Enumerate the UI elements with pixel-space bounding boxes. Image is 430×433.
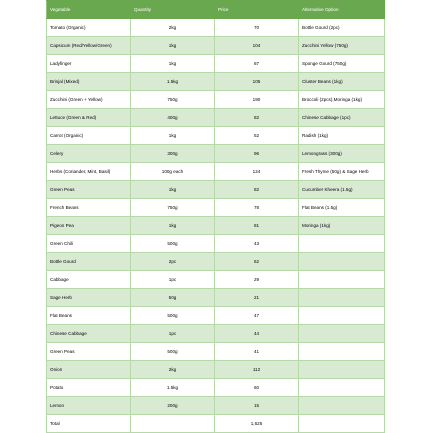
cell-vegetable[interactable]: Green Peas (47, 343, 131, 361)
cell-price[interactable]: 105 (215, 73, 299, 91)
cell-price[interactable]: 96 (215, 145, 299, 163)
header-quantity: Quantity (131, 1, 215, 19)
cell-vegetable[interactable]: Onion (47, 361, 131, 379)
cell-alternative[interactable]: Chinese Cabbage (1pc) (299, 109, 385, 127)
table-row (47, 91, 385, 109)
cell-alternative[interactable] (299, 343, 385, 361)
cell-alternative[interactable]: Zucchini Yellow (750g) (299, 37, 385, 55)
cell-vegetable[interactable]: Bottle Gourd (47, 253, 131, 271)
cell-quantity[interactable]: 300g (131, 145, 215, 163)
cell-alternative[interactable]: Fresh Thyme (50g) & Sage Herb (299, 163, 385, 181)
cell-vegetable[interactable]: Lemon (47, 397, 131, 415)
cell-vegetable[interactable]: Zucchini (Green + Yellow) (47, 91, 131, 109)
cell-vegetable[interactable]: Total (47, 415, 131, 433)
cell-price[interactable]: 112 (215, 361, 299, 379)
cell-quantity[interactable]: 1pc (131, 325, 215, 343)
table-row (47, 109, 385, 127)
table-row (47, 217, 385, 235)
cell-alternative[interactable] (299, 361, 385, 379)
cell-price[interactable]: 62 (215, 253, 299, 271)
cell-alternative[interactable]: Sponge Gourd (750g) (299, 55, 385, 73)
cell-quantity[interactable]: 1kg (131, 55, 215, 73)
cell-quantity[interactable]: 750g (131, 91, 215, 109)
table-row (47, 253, 385, 271)
cell-alternative[interactable] (299, 379, 385, 397)
header-price: Price (215, 1, 299, 19)
vegetable-table (46, 0, 385, 433)
cell-price[interactable]: 104 (215, 37, 299, 55)
cell-price[interactable]: 29 (215, 271, 299, 289)
cell-price[interactable]: 44 (215, 325, 299, 343)
cell-quantity[interactable]: 1kg (131, 127, 215, 145)
cell-vegetable[interactable]: Lettuce (Green & Red) (47, 109, 131, 127)
table-row (47, 325, 385, 343)
cell-alternative[interactable] (299, 253, 385, 271)
cell-alternative[interactable] (299, 271, 385, 289)
cell-quantity[interactable]: 1.5kg (131, 379, 215, 397)
vegetable-price-sheet (46, 0, 384, 433)
table-row (47, 397, 385, 415)
cell-price[interactable]: 41 (215, 343, 299, 361)
cell-alternative[interactable] (299, 289, 385, 307)
cell-vegetable[interactable]: Sage Herb (47, 289, 131, 307)
cell-quantity[interactable]: 50g (131, 289, 215, 307)
cell-quantity[interactable]: 400g (131, 109, 215, 127)
cell-price[interactable]: 1,625 (215, 415, 299, 433)
cell-price[interactable]: 82 (215, 109, 299, 127)
cell-price[interactable]: 70 (215, 19, 299, 37)
table-row (47, 73, 385, 91)
cell-alternative[interactable]: Lemongrass (300g) (299, 145, 385, 163)
header-alternative: Alternative Option (299, 1, 385, 19)
header-row (47, 1, 385, 19)
cell-vegetable[interactable]: Herbs (Coriander, Mint, Basil) (47, 163, 131, 181)
header-vegetable: Vegetable (47, 1, 131, 19)
table-row (47, 379, 385, 397)
cell-vegetable[interactable]: Cabbage (47, 271, 131, 289)
cell-vegetable[interactable]: Brinjal (Mixed) (47, 73, 131, 91)
table-row (47, 163, 385, 181)
cell-price[interactable]: 21 (215, 289, 299, 307)
table-row (47, 271, 385, 289)
cell-alternative[interactable]: Bottle Gourd (2pc) (299, 19, 385, 37)
cell-quantity[interactable]: 100g each (131, 163, 215, 181)
cell-alternative[interactable]: Cluster Beans (1kg) (299, 73, 385, 91)
table-row (47, 235, 385, 253)
cell-alternative[interactable]: Flat Beans (1.5g) (299, 199, 385, 217)
table-row (47, 127, 385, 145)
cell-quantity[interactable]: 500g (131, 307, 215, 325)
cell-vegetable[interactable]: Ladyfinger (47, 55, 131, 73)
cell-vegetable[interactable]: French Beans (47, 199, 131, 217)
cell-alternative[interactable] (299, 325, 385, 343)
cell-price[interactable]: 60 (215, 379, 299, 397)
table-row (47, 145, 385, 163)
table-row (47, 55, 385, 73)
cell-alternative[interactable] (299, 397, 385, 415)
cell-price[interactable]: 190 (215, 91, 299, 109)
cell-vegetable[interactable]: Tomato (Organic) (47, 19, 131, 37)
cell-quantity[interactable]: 2pc (131, 253, 215, 271)
cell-quantity[interactable]: 1pc (131, 271, 215, 289)
cell-vegetable[interactable]: Green Chili (47, 235, 131, 253)
cell-vegetable[interactable]: Carrot (Organic) (47, 127, 131, 145)
cell-price[interactable]: 82 (215, 181, 299, 199)
table-row (47, 19, 385, 37)
cell-price[interactable]: 43 (215, 235, 299, 253)
cell-alternative[interactable] (299, 235, 385, 253)
cell-price[interactable]: 78 (215, 199, 299, 217)
cell-quantity[interactable]: 500g (131, 343, 215, 361)
cell-quantity[interactable]: 1kg (131, 37, 215, 55)
cell-alternative[interactable]: Cucumber Kheera (1.5g) (299, 181, 385, 199)
cell-price[interactable]: 124 (215, 163, 299, 181)
cell-alternative[interactable] (299, 307, 385, 325)
table-row (47, 343, 385, 361)
cell-price[interactable]: 87 (215, 55, 299, 73)
cell-alternative[interactable]: Moringa (1kg) (299, 217, 385, 235)
cell-vegetable[interactable]: Celery (47, 145, 131, 163)
cell-quantity[interactable]: 1kg (131, 181, 215, 199)
cell-quantity[interactable]: 1.5kg (131, 73, 215, 91)
cell-quantity[interactable]: 2kg (131, 361, 215, 379)
table-row (47, 289, 385, 307)
cell-vegetable[interactable]: Capsicum (Red/Yellow/Green) (47, 37, 131, 55)
cell-price[interactable]: 52 (215, 127, 299, 145)
table-row (47, 181, 385, 199)
table-row (47, 37, 385, 55)
cell-quantity[interactable]: 2kg (131, 19, 215, 37)
cell-vegetable[interactable]: Flat Beans (47, 307, 131, 325)
cell-price[interactable]: 15 (215, 397, 299, 415)
cell-price[interactable]: 47 (215, 307, 299, 325)
cell-quantity[interactable]: 500g (131, 235, 215, 253)
cell-alternative[interactable]: Broccoli (2pcs),Moringa (1kg) (299, 91, 385, 109)
cell-vegetable[interactable]: Pigeon Pea (47, 217, 131, 235)
cell-vegetable[interactable]: Green Peas (47, 181, 131, 199)
cell-price[interactable]: 81 (215, 217, 299, 235)
cell-quantity[interactable]: 200g (131, 397, 215, 415)
table-row (47, 361, 385, 379)
cell-vegetable[interactable]: Potato (47, 379, 131, 397)
table-row (47, 199, 385, 217)
cell-alternative[interactable]: Radish (1kg) (299, 127, 385, 145)
cell-quantity[interactable]: 1kg (131, 217, 215, 235)
table-row (47, 307, 385, 325)
cell-quantity[interactable]: 750g (131, 199, 215, 217)
cell-vegetable[interactable]: Chinese Cabbage (47, 325, 131, 343)
